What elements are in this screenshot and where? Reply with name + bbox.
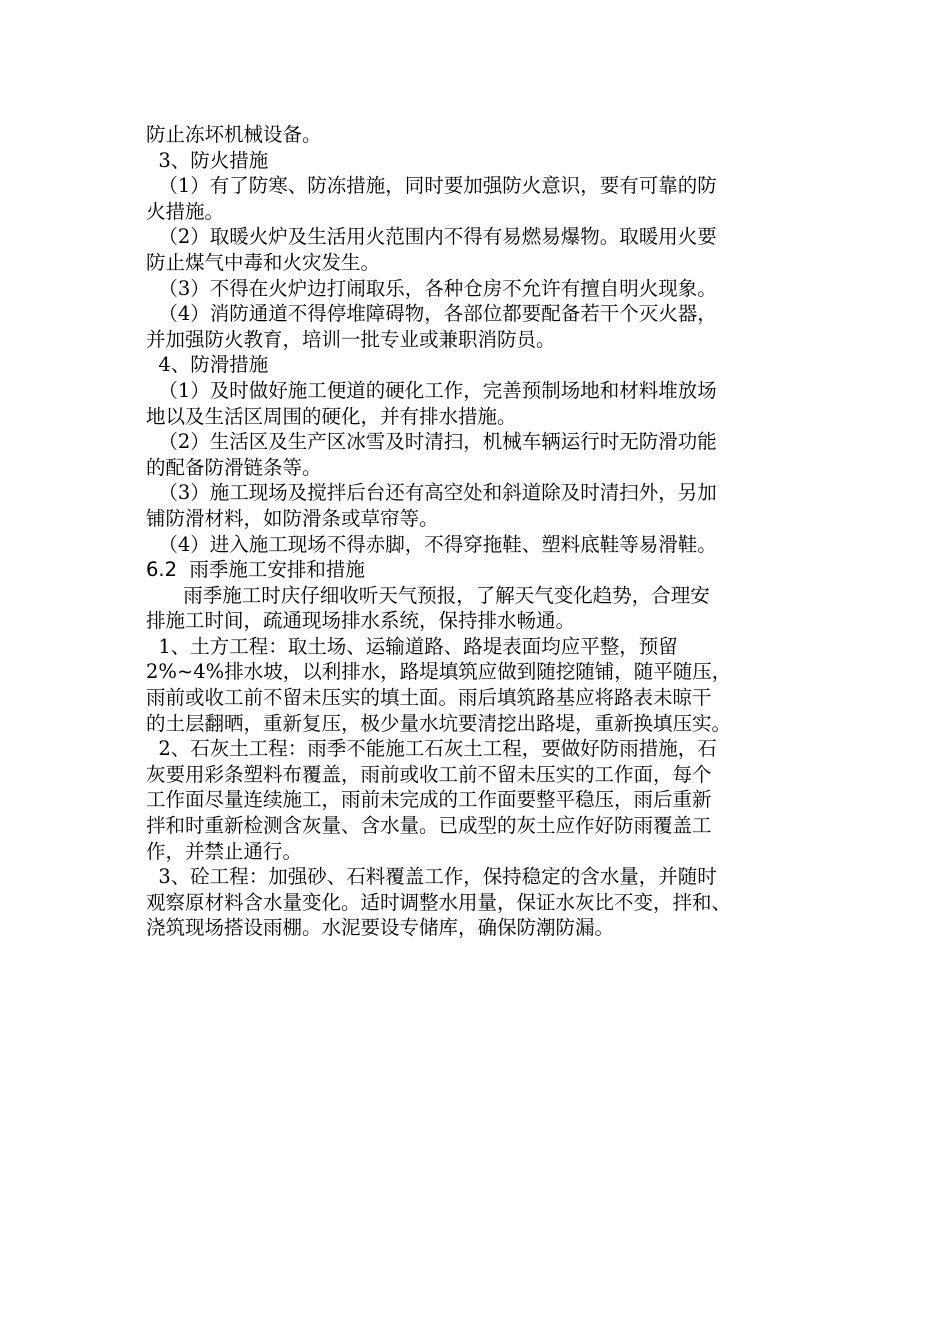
text-line: 2%~4%排水坡，以利排水，路堤填筑应做到随挖随铺，随平随压，: [146, 660, 732, 684]
document-page: [146, 122, 818, 941]
text-line: 工作面尽量连续施工，雨前未完成的工作面要整平稳压，雨后重新: [146, 788, 712, 812]
text-line: 灰要用彩条塑料布覆盖，雨前或收工前不留未压实的工作面，每个: [146, 762, 712, 786]
text-line: 的土层翻晒，重新复压，极少量水坑要清挖出路堤，重新换填压实。: [146, 711, 732, 735]
section-heading: 6.2 雨季施工安排和措施: [146, 558, 365, 582]
subsection-heading: 4、防滑措施: [146, 353, 269, 377]
text-line: （4）消防通道不得停堆障碍物，各部位都要配备若干个灭火器，: [146, 302, 717, 326]
text-line: 2、石灰土工程：雨季不能施工石灰土工程，要做好防雨措施，石: [146, 737, 717, 761]
text-line: （3）施工现场及搅拌后台还有高空处和斜道除及时清扫外，另加: [146, 481, 717, 505]
text-line: 浇筑现场搭设雨棚。水泥要设专储库，确保防潮防漏。: [146, 916, 615, 940]
text-line: 雨前或收工前不留未压实的填土面。雨后填筑路基应将路表未晾干: [146, 686, 712, 710]
text-line: 的配备防滑链条等。: [146, 455, 322, 479]
text-line: 排施工时间，疏通现场排水系统，保持排水畅通。: [146, 609, 576, 633]
text-line: 铺防滑材料，如防滑条或草帘等。: [146, 506, 439, 530]
text-line: 观察原材料含水量变化。适时调整水用量，保证水灰比不变，拌和、: [146, 890, 732, 914]
text-line: 地以及生活区周围的硬化，并有排水措施。: [146, 404, 517, 428]
text-line: （4）进入施工现场不得赤脚，不得穿拖鞋、塑料底鞋等易滑鞋。: [146, 532, 717, 556]
text-line: （1）有了防寒、防冻措施，同时要加强防火意识，要有可靠的防: [146, 174, 717, 198]
text-line: 火措施。: [146, 199, 225, 223]
text-line: 防止冻坏机械设备。: [146, 123, 322, 146]
text-line: 并加强防火教育，培训一批专业或兼职消防员。: [146, 327, 556, 351]
text-line: 3、砼工程：加强砂、石料覆盖工作，保持稳定的含水量，并随时: [146, 865, 717, 889]
text-line: （1）及时做好施工便道的硬化工作，完善预制场地和材料堆放场: [146, 378, 717, 402]
text-line: 作，并禁止通行。: [146, 839, 303, 863]
text-line: （2）取暖火炉及生活用火范围内不得有易燃易爆物。取暖用火要: [146, 225, 717, 249]
text-line: 防止煤气中毒和火灾发生。: [146, 250, 381, 274]
text-line: 雨季施工时庆仔细收听天气预报，了解天气变化趋势，合理安: [146, 583, 710, 607]
text-line: 拌和时重新检测含灰量、含水量。已成型的灰土应作好防雨覆盖工: [146, 814, 712, 838]
text-line: （3）不得在火炉边打闹取乐，各种仓房不允许有擅自明火现象。: [146, 276, 717, 300]
subsection-heading: 3、防火措施: [146, 148, 269, 172]
text-line: 1、土方工程：取土场、运输道路、路堤表面均应平整，预留: [146, 634, 678, 658]
text-line: （2）生活区及生产区冰雪及时清扫，机械车辆运行时无防滑功能: [146, 430, 717, 454]
